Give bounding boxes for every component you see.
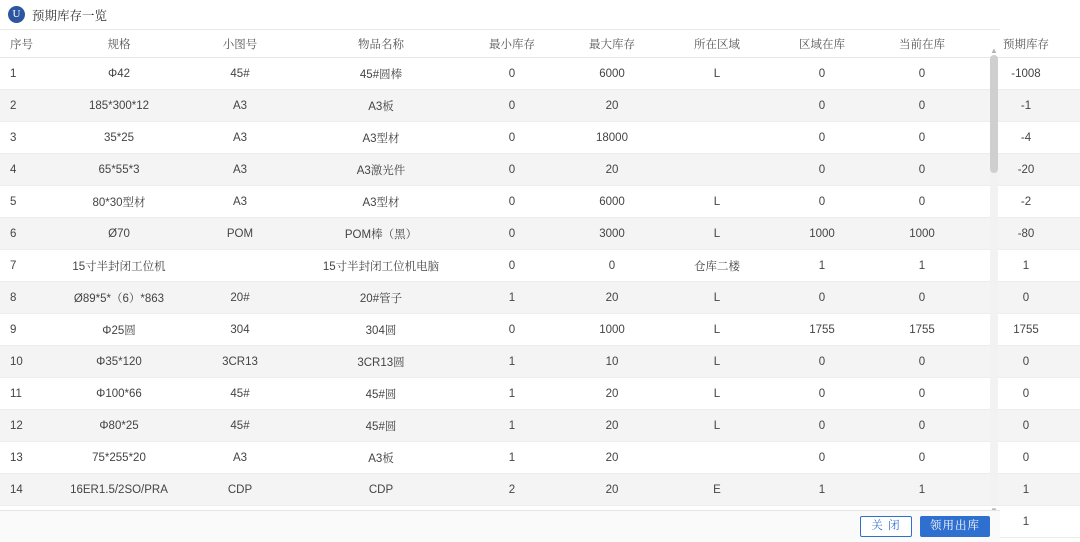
- table-row[interactable]: [0, 186, 1080, 218]
- table-row[interactable]: [0, 282, 1080, 314]
- cell-area: L: [662, 314, 772, 346]
- cell-expected-stock: 1: [972, 250, 1080, 282]
- cell-expected-stock: 1: [972, 506, 1080, 538]
- cell-index: 6: [0, 218, 58, 250]
- cell-spec: Ø89*5*（6）*863: [58, 282, 180, 314]
- cell-current-stock: 1: [872, 250, 972, 282]
- cell-area: L: [662, 218, 772, 250]
- cell-drawing-no: 20#: [180, 282, 300, 314]
- cell-min-stock: 0: [462, 154, 562, 186]
- cell-index: 2: [0, 90, 58, 122]
- cell-item-name: A3激光件: [300, 154, 462, 186]
- column-header-spec[interactable]: 规格: [58, 31, 180, 58]
- cell-index: 11: [0, 378, 58, 410]
- cell-drawing-no: [180, 250, 300, 282]
- issue-out-button[interactable]: 领用出库: [920, 516, 990, 537]
- cell-spec: 80*30型材: [58, 186, 180, 218]
- cell-spec: 16ER1.5/2SO/PRA: [58, 474, 180, 506]
- cell-item-name: POM棒（黑）: [300, 218, 462, 250]
- cell-min-stock: 2: [462, 474, 562, 506]
- cell-expected-stock: -80: [972, 218, 1080, 250]
- cell-drawing-no: A3: [180, 442, 300, 474]
- cell-area: L: [662, 282, 772, 314]
- column-header-drawing-no[interactable]: 小图号: [180, 31, 300, 58]
- cell-area-stock: 0: [772, 442, 872, 474]
- cell-spec: 75*255*20: [58, 442, 180, 474]
- cell-current-stock: 0: [872, 378, 972, 410]
- cell-area: L: [662, 58, 772, 90]
- cell-item-name: 45#圆棒: [300, 58, 462, 90]
- table-body: [0, 58, 1080, 538]
- cell-expected-stock: -20: [972, 154, 1080, 186]
- cell-area-stock: 0: [772, 154, 872, 186]
- cell-area-stock: 0: [772, 378, 872, 410]
- cell-min-stock: 0: [462, 58, 562, 90]
- page-title: 预期库存一览: [32, 8, 108, 23]
- window-titlebar: [0, 0, 1000, 30]
- cell-current-stock: 1000: [872, 218, 972, 250]
- cell-min-stock: 0: [462, 90, 562, 122]
- cell-area-stock: 1755: [772, 314, 872, 346]
- cell-area-stock: 1000: [772, 218, 872, 250]
- cell-max-stock: 1000: [562, 314, 662, 346]
- table-row[interactable]: [0, 346, 1080, 378]
- cell-item-name: 15寸半封闭工位机电脑: [300, 250, 462, 282]
- cell-spec: 35*25: [58, 122, 180, 154]
- cell-expected-stock: 0: [972, 410, 1080, 442]
- cell-area: L: [662, 410, 772, 442]
- cell-area-stock: 0: [772, 282, 872, 314]
- cell-area: [662, 442, 772, 474]
- column-header-max-stock[interactable]: 最大库存: [562, 31, 662, 58]
- cell-min-stock: 0: [462, 218, 562, 250]
- cell-current-stock: 0: [872, 410, 972, 442]
- cell-drawing-no: A3: [180, 90, 300, 122]
- cell-area: 仓库二楼: [662, 250, 772, 282]
- vertical-scrollbar[interactable]: [990, 55, 998, 505]
- cell-item-name: A3板: [300, 442, 462, 474]
- cell-area-stock: 0: [772, 90, 872, 122]
- scrollbar-thumb[interactable]: [990, 55, 998, 173]
- cell-spec: Φ25圆: [58, 314, 180, 346]
- cell-area: L: [662, 378, 772, 410]
- cell-item-name: 3CR13圆: [300, 346, 462, 378]
- cell-expected-stock: 0: [972, 282, 1080, 314]
- cell-drawing-no: A3: [180, 186, 300, 218]
- cell-max-stock: 10: [562, 346, 662, 378]
- cell-index: 13: [0, 442, 58, 474]
- table-header: [0, 31, 1080, 58]
- cell-drawing-no: A3: [180, 122, 300, 154]
- cell-drawing-no: 3CR13: [180, 346, 300, 378]
- cell-expected-stock: -2: [972, 186, 1080, 218]
- table-row[interactable]: [0, 154, 1080, 186]
- cell-min-stock: 1: [462, 346, 562, 378]
- table-row[interactable]: [0, 442, 1080, 474]
- app-badge-icon: U: [8, 6, 25, 23]
- cell-spec: Ø70: [58, 218, 180, 250]
- cell-index: 1: [0, 58, 58, 90]
- column-header-min-stock[interactable]: 最小库存: [462, 31, 562, 58]
- table-header-row: [0, 31, 1080, 58]
- cell-index: 10: [0, 346, 58, 378]
- cell-drawing-no: 304: [180, 314, 300, 346]
- cell-expected-stock: -4: [972, 122, 1080, 154]
- cell-area: L: [662, 186, 772, 218]
- cell-min-stock: 1: [462, 442, 562, 474]
- inventory-table: [0, 31, 1080, 538]
- column-header-current-stock[interactable]: 当前在库: [872, 31, 972, 58]
- cell-max-stock: 0: [562, 250, 662, 282]
- cell-item-name: 20#管子: [300, 282, 462, 314]
- table-row[interactable]: [0, 410, 1080, 442]
- cell-current-stock: 0: [872, 346, 972, 378]
- cell-max-stock: 20: [562, 282, 662, 314]
- table-row[interactable]: [0, 314, 1080, 346]
- cell-min-stock: 0: [462, 250, 562, 282]
- cell-area-stock: 0: [772, 410, 872, 442]
- cell-area-stock: 0: [772, 122, 872, 154]
- cell-area-stock: 0: [772, 346, 872, 378]
- scroll-up-arrow[interactable]: ▲: [990, 46, 998, 55]
- column-header-area-stock[interactable]: 区域在库: [772, 31, 872, 58]
- cell-max-stock: 20: [562, 474, 662, 506]
- cell-area: E: [662, 474, 772, 506]
- cell-max-stock: 3000: [562, 218, 662, 250]
- cell-area-stock: 1: [772, 474, 872, 506]
- cell-drawing-no: POM: [180, 218, 300, 250]
- table-row[interactable]: [0, 122, 1080, 154]
- cell-item-name: 45#圆: [300, 378, 462, 410]
- cell-index: 5: [0, 186, 58, 218]
- cell-current-stock: 0: [872, 442, 972, 474]
- cell-index: 14: [0, 474, 58, 506]
- cell-drawing-no: 45#: [180, 378, 300, 410]
- window-footer: [0, 510, 1000, 542]
- cell-min-stock: 1: [462, 378, 562, 410]
- cell-index: 8: [0, 282, 58, 314]
- cell-expected-stock: 1: [972, 474, 1080, 506]
- cell-spec: Φ80*25: [58, 410, 180, 442]
- cell-spec: 185*300*12: [58, 90, 180, 122]
- cell-min-stock: 1: [462, 410, 562, 442]
- cell-expected-stock: 1755: [972, 314, 1080, 346]
- cell-item-name: CDP: [300, 474, 462, 506]
- cell-expected-stock: 0: [972, 346, 1080, 378]
- cell-item-name: A3型材: [300, 122, 462, 154]
- cell-max-stock: 20: [562, 378, 662, 410]
- cell-area-stock: 0: [772, 58, 872, 90]
- cell-current-stock: 0: [872, 90, 972, 122]
- table-row[interactable]: [0, 58, 1080, 90]
- cell-area: L: [662, 346, 772, 378]
- cell-drawing-no: A3: [180, 154, 300, 186]
- cell-item-name: 45#圆: [300, 410, 462, 442]
- cell-expected-stock: 0: [972, 442, 1080, 474]
- cell-current-stock: 0: [872, 122, 972, 154]
- cell-spec: 65*55*3: [58, 154, 180, 186]
- table-row[interactable]: [0, 378, 1080, 410]
- cell-current-stock: 0: [872, 154, 972, 186]
- cell-current-stock: 1: [872, 474, 972, 506]
- cell-spec: Φ100*66: [58, 378, 180, 410]
- cell-index: 12: [0, 410, 58, 442]
- cell-drawing-no: CDP: [180, 474, 300, 506]
- table-row[interactable]: [0, 250, 1080, 282]
- column-header-expected-stock[interactable]: 预期库存: [972, 31, 1080, 58]
- column-header-index[interactable]: 序号: [0, 31, 58, 58]
- column-header-item-name[interactable]: 物品名称: [300, 31, 462, 58]
- cell-index: 9: [0, 314, 58, 346]
- cell-item-name: A3型材: [300, 186, 462, 218]
- cell-max-stock: 20: [562, 410, 662, 442]
- cell-item-name: A3板: [300, 90, 462, 122]
- table-row[interactable]: [0, 218, 1080, 250]
- cell-max-stock: 20: [562, 442, 662, 474]
- cell-max-stock: 6000: [562, 186, 662, 218]
- cell-max-stock: 6000: [562, 58, 662, 90]
- cell-item-name: 304圆: [300, 314, 462, 346]
- cell-drawing-no: 45#: [180, 410, 300, 442]
- cell-current-stock: 1755: [872, 314, 972, 346]
- cell-index: 3: [0, 122, 58, 154]
- cell-current-stock: 0: [872, 282, 972, 314]
- cell-max-stock: 18000: [562, 122, 662, 154]
- cell-area-stock: 0: [772, 186, 872, 218]
- cell-min-stock: 0: [462, 186, 562, 218]
- cell-max-stock: 20: [562, 154, 662, 186]
- cell-min-stock: 1: [462, 282, 562, 314]
- cell-area-stock: 1: [772, 250, 872, 282]
- cell-drawing-no: 45#: [180, 58, 300, 90]
- close-button[interactable]: 关 闭: [860, 516, 912, 537]
- cell-spec: 15寸半封闭工位机: [58, 250, 180, 282]
- table-row[interactable]: [0, 474, 1080, 506]
- cell-min-stock: 0: [462, 314, 562, 346]
- cell-expected-stock: -1008: [972, 58, 1080, 90]
- cell-current-stock: 0: [872, 58, 972, 90]
- cell-max-stock: 20: [562, 90, 662, 122]
- cell-index: 7: [0, 250, 58, 282]
- cell-expected-stock: 0: [972, 378, 1080, 410]
- cell-area: [662, 154, 772, 186]
- table-row[interactable]: [0, 90, 1080, 122]
- cell-index: 4: [0, 154, 58, 186]
- cell-area: [662, 122, 772, 154]
- cell-expected-stock: -1: [972, 90, 1080, 122]
- cell-area: [662, 90, 772, 122]
- cell-spec: Φ42: [58, 58, 180, 90]
- column-header-area[interactable]: 所在区域: [662, 31, 772, 58]
- cell-min-stock: 0: [462, 122, 562, 154]
- cell-current-stock: 0: [872, 186, 972, 218]
- cell-spec: Φ35*120: [58, 346, 180, 378]
